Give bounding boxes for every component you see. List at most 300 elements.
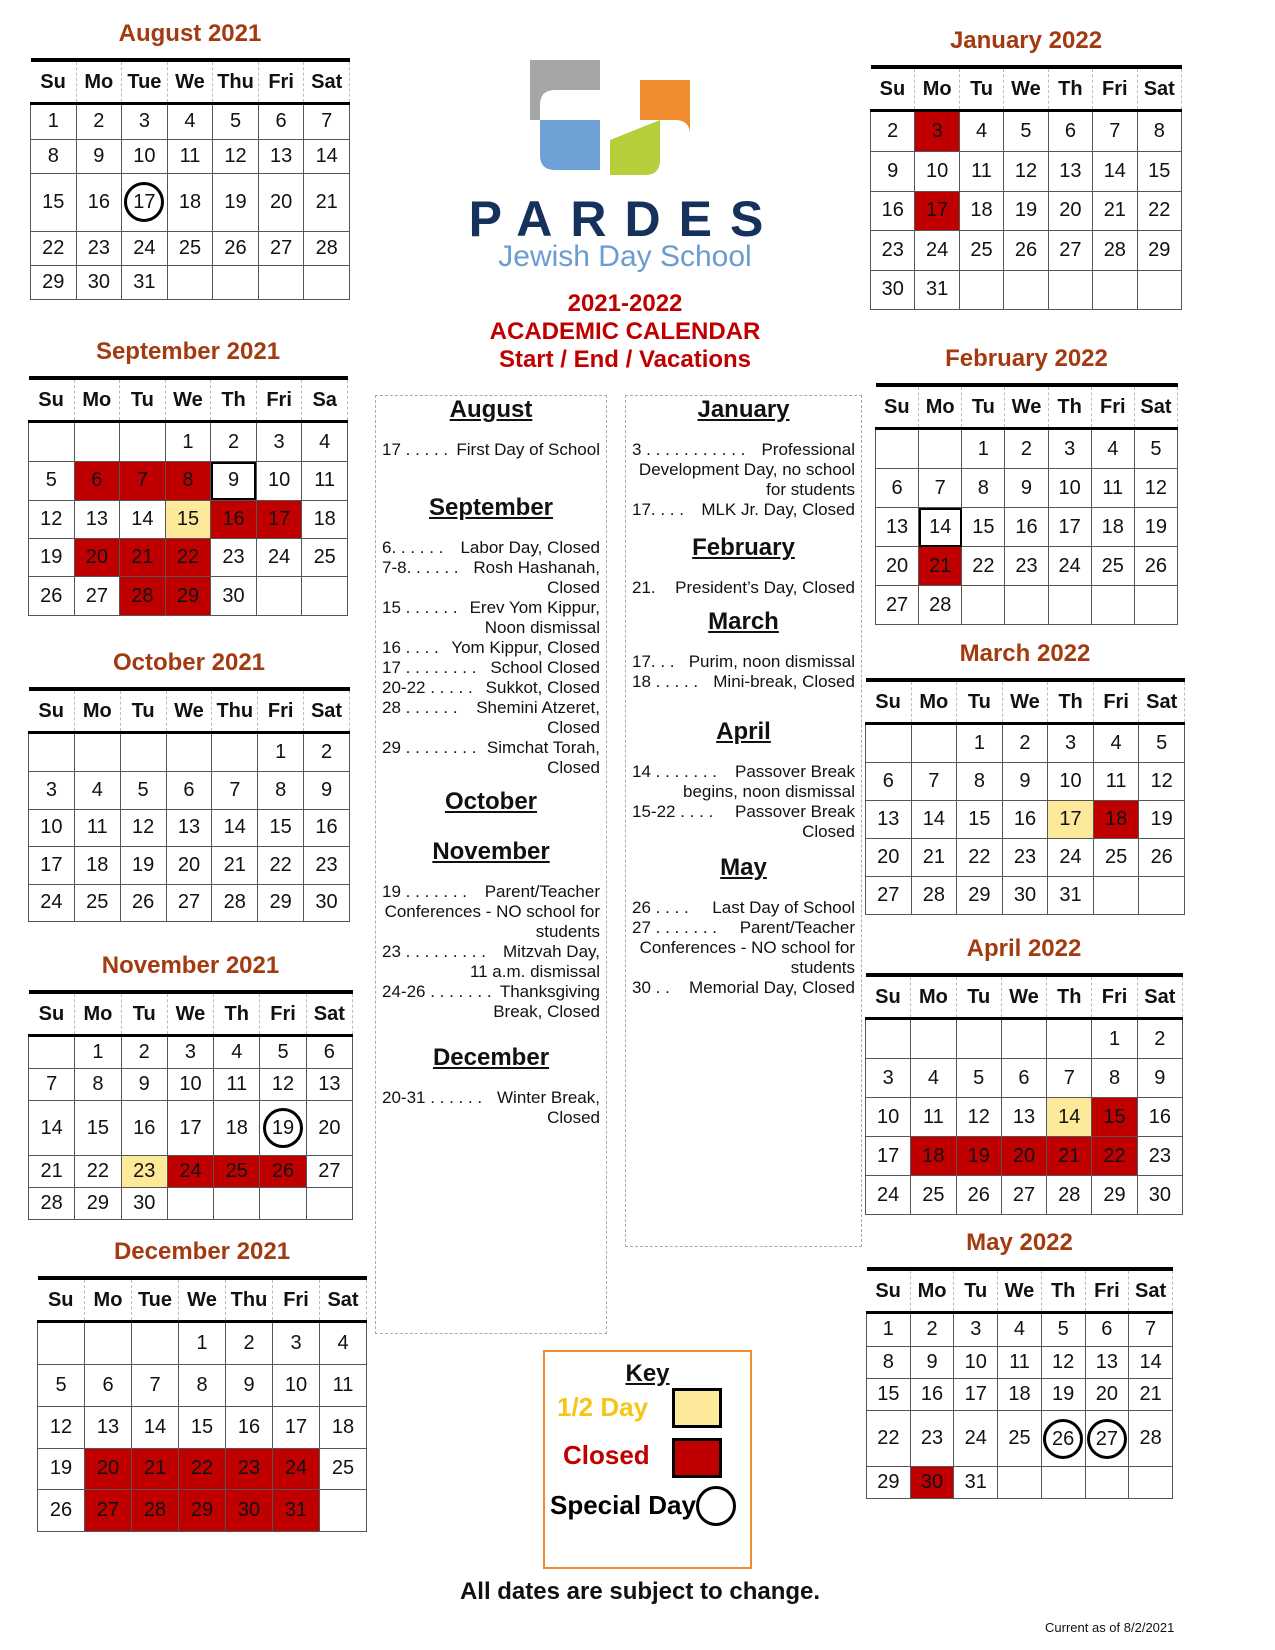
weekday-header: Tue bbox=[132, 1278, 179, 1322]
day-number: 25 bbox=[922, 1183, 945, 1206]
day-number: 13 bbox=[877, 808, 900, 831]
day-number: 3 bbox=[138, 110, 150, 133]
event-date: 6. . . . . . bbox=[382, 538, 444, 557]
day-cell bbox=[866, 877, 912, 915]
event-date: 18 . . . . . bbox=[632, 672, 699, 691]
event-month-heading: March bbox=[708, 608, 779, 635]
day-cell bbox=[31, 139, 77, 173]
weekday-header: Mo bbox=[74, 689, 120, 733]
event-date: 14 . . . . . . . bbox=[632, 762, 718, 781]
day-cell bbox=[1091, 508, 1134, 547]
day-number: 30 bbox=[222, 584, 245, 607]
day-number: 19 bbox=[263, 1108, 303, 1148]
day-number: 11 bbox=[332, 1374, 354, 1397]
calendar-grid bbox=[28, 687, 350, 922]
day-cell bbox=[121, 1036, 167, 1069]
event-date: 16 . . . . bbox=[382, 638, 439, 657]
calendar-grid bbox=[865, 678, 1185, 915]
day-number: 2 bbox=[320, 741, 333, 764]
day-cell bbox=[302, 500, 348, 538]
weekday-header: We bbox=[167, 992, 213, 1036]
event-date: 28 . . . . . . bbox=[382, 698, 458, 717]
day-number: 12 bbox=[967, 1105, 990, 1128]
month-september-2021 bbox=[28, 338, 348, 616]
day-number: 22 bbox=[1148, 199, 1171, 222]
day-cell bbox=[226, 1407, 273, 1449]
day-number: 2 bbox=[1154, 1027, 1166, 1050]
day-number: 8 bbox=[182, 469, 194, 492]
event-date: 23 . . . . . . . . . bbox=[382, 942, 486, 961]
day-cell bbox=[304, 173, 350, 231]
weekday-header: Th bbox=[1048, 385, 1091, 429]
day-cell bbox=[120, 577, 166, 616]
day-number: 5 bbox=[1156, 732, 1168, 755]
month-title: April 2022 bbox=[966, 935, 1082, 962]
day-cell bbox=[75, 1069, 121, 1101]
weekday-header: Su bbox=[866, 975, 911, 1019]
day-cell bbox=[258, 847, 304, 884]
event-text: Purim, noon dismissal bbox=[688, 652, 855, 671]
weekday-header: Th bbox=[1048, 680, 1094, 724]
day-number: 31 bbox=[133, 270, 156, 293]
day-number: 4 bbox=[1013, 1318, 1026, 1341]
day-number: 23 bbox=[222, 546, 245, 569]
day-number: 14 bbox=[143, 1415, 167, 1438]
weekday-header: Tu bbox=[120, 378, 166, 422]
day-cell bbox=[1005, 469, 1048, 508]
day-cell bbox=[867, 1379, 911, 1411]
day-cell bbox=[1001, 1176, 1046, 1215]
event-text: Mini-break, Closed bbox=[713, 672, 855, 691]
empty-cell bbox=[302, 577, 348, 616]
day-cell bbox=[258, 772, 304, 809]
day-number: 18 bbox=[331, 1415, 355, 1438]
day-number: 21 bbox=[1058, 1144, 1081, 1167]
event-item bbox=[632, 978, 855, 998]
day-number: 11 bbox=[1009, 1350, 1030, 1373]
day-number: 3 bbox=[970, 1318, 982, 1341]
day-number: 17 bbox=[1058, 515, 1081, 538]
day-cell bbox=[29, 500, 75, 538]
day-number: 10 bbox=[179, 1073, 202, 1096]
event-text: Passover Break begins, noon dismissal bbox=[683, 762, 855, 801]
empty-cell bbox=[256, 577, 302, 616]
day-cell bbox=[304, 847, 350, 884]
day-number: 28 bbox=[922, 884, 945, 907]
day-cell bbox=[1001, 1098, 1046, 1137]
day-cell bbox=[226, 1490, 273, 1532]
day-number: 27 bbox=[877, 884, 900, 907]
day-cell bbox=[165, 422, 211, 462]
event-text: Memorial Day, Closed bbox=[689, 978, 855, 997]
weekday-header: Fri bbox=[258, 60, 304, 104]
day-number: 18 bbox=[225, 1116, 248, 1139]
weekday-header: Fri bbox=[258, 689, 304, 733]
day-cell bbox=[122, 104, 168, 140]
day-cell bbox=[258, 104, 304, 140]
day-number: 22 bbox=[968, 846, 991, 869]
day-number: 23 bbox=[920, 1427, 944, 1449]
day-cell bbox=[1048, 724, 1094, 763]
day-cell bbox=[306, 1069, 352, 1101]
weekday-header: Sat bbox=[306, 992, 352, 1036]
day-number: 30 bbox=[920, 1470, 944, 1493]
day-cell bbox=[211, 500, 257, 538]
weekday-header: Mo bbox=[911, 975, 956, 1019]
day-number: 6 bbox=[1101, 1318, 1113, 1341]
day-number: 7 bbox=[1145, 1318, 1157, 1341]
day-number: 23 bbox=[133, 1159, 156, 1182]
day-number: 18 bbox=[86, 853, 109, 876]
empty-cell bbox=[1004, 270, 1048, 309]
month-february-2022 bbox=[875, 345, 1178, 625]
day-cell bbox=[866, 801, 912, 839]
day-cell bbox=[260, 1069, 306, 1101]
day-cell bbox=[1092, 1098, 1137, 1137]
day-cell bbox=[120, 462, 166, 500]
day-number: 16 bbox=[237, 1415, 261, 1438]
day-cell bbox=[75, 1155, 121, 1187]
day-number: 29 bbox=[1103, 1183, 1126, 1206]
day-number: 7 bbox=[934, 476, 946, 499]
day-number: 13 bbox=[1059, 159, 1082, 182]
day-cell bbox=[29, 1187, 75, 1219]
day-number: 9 bbox=[1154, 1066, 1166, 1089]
day-cell bbox=[31, 231, 77, 265]
event-text: Yom Kippur, Closed bbox=[451, 638, 600, 657]
weekday-header: We bbox=[166, 689, 212, 733]
event-item bbox=[632, 500, 855, 520]
day-number: 12 bbox=[1144, 476, 1168, 499]
day-cell bbox=[258, 231, 304, 265]
weekday-header: Sat bbox=[1137, 975, 1182, 1019]
day-cell bbox=[1092, 1019, 1137, 1059]
day-cell bbox=[957, 877, 1003, 915]
empty-cell bbox=[998, 1466, 1042, 1498]
day-cell bbox=[867, 1466, 911, 1498]
weekday-header: We bbox=[1001, 975, 1046, 1019]
day-cell bbox=[165, 500, 211, 538]
event-item bbox=[382, 678, 600, 698]
day-cell bbox=[258, 139, 304, 173]
day-number: 19 bbox=[1144, 515, 1168, 538]
event-text: Parent/Teacher Conferences - NO school for students bbox=[639, 918, 855, 977]
day-number: 7 bbox=[1063, 1066, 1075, 1089]
event-date: 26 . . . . bbox=[632, 898, 689, 917]
day-cell bbox=[998, 1313, 1042, 1347]
day-cell bbox=[871, 152, 915, 191]
event-text: President’s Day, Closed bbox=[675, 578, 855, 597]
day-cell bbox=[962, 429, 1005, 469]
empty-cell bbox=[1129, 1466, 1173, 1498]
day-cell bbox=[167, 1155, 213, 1187]
event-item bbox=[632, 672, 855, 692]
day-cell bbox=[74, 772, 120, 809]
empty-cell bbox=[167, 265, 213, 299]
day-number: 8 bbox=[275, 778, 287, 801]
day-cell bbox=[1134, 547, 1177, 586]
day-number: 17 bbox=[926, 199, 949, 222]
day-cell bbox=[957, 763, 1003, 801]
event-text: Rosh Hashanah, Closed bbox=[473, 558, 600, 597]
day-cell bbox=[1048, 191, 1092, 230]
day-number: 7 bbox=[136, 469, 148, 492]
empty-cell bbox=[866, 724, 912, 763]
weekday-header: Fri bbox=[1085, 1269, 1129, 1313]
day-number: 12 bbox=[271, 1073, 295, 1096]
day-number: 17 bbox=[964, 1383, 987, 1406]
day-number: 25 bbox=[178, 236, 202, 259]
day-number: 3 bbox=[1064, 437, 1076, 460]
empty-cell bbox=[120, 733, 166, 772]
day-number: 10 bbox=[877, 1105, 900, 1128]
day-cell bbox=[122, 173, 168, 231]
day-number: 8 bbox=[92, 1073, 104, 1096]
month-november-2021 bbox=[28, 952, 353, 1220]
empty-cell bbox=[1048, 270, 1092, 309]
day-cell bbox=[1085, 1411, 1129, 1466]
day-cell bbox=[1137, 231, 1181, 270]
calendar-grid bbox=[875, 383, 1178, 625]
day-number: 22 bbox=[972, 554, 995, 577]
day-number: 26 bbox=[1150, 846, 1173, 869]
day-number: 26 bbox=[1014, 238, 1038, 261]
day-number: 24 bbox=[267, 546, 291, 569]
event-text: Mitzvah Day, 11 a.m. dismissal bbox=[469, 942, 600, 981]
calendar-grid bbox=[30, 58, 350, 300]
weekday-header: Fri bbox=[1093, 680, 1139, 724]
day-cell bbox=[1005, 547, 1048, 586]
day-number: 15 bbox=[190, 1415, 214, 1438]
weekday-header: Th bbox=[214, 992, 260, 1036]
day-number: 8 bbox=[973, 770, 985, 793]
day-number: 25 bbox=[86, 891, 109, 914]
day-number: 14 bbox=[1139, 1350, 1162, 1373]
day-number: 31 bbox=[1059, 884, 1082, 907]
weekday-header: Mo bbox=[85, 1278, 132, 1322]
weekday-header: Sat bbox=[1134, 385, 1177, 429]
day-cell bbox=[304, 733, 350, 772]
day-number: 9 bbox=[320, 778, 333, 801]
day-number: 1 bbox=[47, 110, 59, 133]
day-cell bbox=[273, 1322, 320, 1365]
day-number: 5 bbox=[137, 778, 149, 801]
day-cell bbox=[1092, 1059, 1137, 1098]
day-number: 26 bbox=[40, 584, 63, 607]
day-cell bbox=[120, 772, 166, 809]
event-month-heading: February bbox=[692, 534, 795, 561]
day-cell bbox=[74, 539, 120, 577]
day-number: 22 bbox=[877, 1427, 900, 1449]
day-number: 20 bbox=[1059, 199, 1082, 222]
weekday-header: Sat bbox=[304, 689, 350, 733]
day-number: 26 bbox=[1043, 1419, 1083, 1459]
day-cell bbox=[915, 111, 959, 152]
day-number: 5 bbox=[1150, 437, 1162, 460]
event-item bbox=[632, 762, 855, 802]
event-month-heading: May bbox=[720, 854, 767, 881]
day-cell bbox=[1002, 724, 1048, 763]
day-number: 15 bbox=[877, 1383, 900, 1406]
day-number: 18 bbox=[1104, 808, 1128, 831]
event-item bbox=[632, 918, 855, 978]
day-cell bbox=[74, 809, 120, 846]
day-cell bbox=[959, 111, 1003, 152]
day-cell bbox=[167, 104, 213, 140]
disclaimer: All dates are subject to change. bbox=[459, 1578, 821, 1605]
event-month-heading: April bbox=[716, 718, 771, 745]
day-cell bbox=[1085, 1346, 1129, 1378]
day-number: 28 bbox=[1058, 1183, 1081, 1206]
weekday-header: Fri bbox=[273, 1278, 320, 1322]
weekday-header: Su bbox=[866, 680, 912, 724]
day-cell bbox=[915, 231, 959, 270]
day-cell bbox=[306, 1036, 352, 1069]
month-title: September 2021 bbox=[95, 338, 281, 365]
day-number: 7 bbox=[928, 770, 940, 793]
day-number: 4 bbox=[337, 1332, 349, 1355]
weekday-header: Tu bbox=[962, 385, 1005, 429]
day-cell bbox=[304, 139, 350, 173]
month-march-2022 bbox=[865, 640, 1185, 915]
day-cell bbox=[76, 104, 122, 140]
day-number: 6 bbox=[891, 476, 903, 499]
weekday-header: Sat bbox=[320, 1278, 367, 1322]
day-number: 1 bbox=[1108, 1027, 1121, 1050]
empty-cell bbox=[1047, 1019, 1092, 1059]
day-number: 31 bbox=[964, 1470, 987, 1493]
empty-cell bbox=[166, 733, 212, 772]
event-text: School Closed bbox=[490, 658, 600, 677]
day-cell bbox=[866, 839, 912, 877]
day-cell bbox=[31, 265, 77, 299]
event-date: 30 . . bbox=[632, 978, 670, 997]
day-cell bbox=[76, 139, 122, 173]
day-number: 15 bbox=[968, 808, 991, 831]
empty-cell bbox=[38, 1322, 85, 1365]
event-item bbox=[632, 802, 855, 842]
weekday-header: Mo bbox=[910, 1269, 954, 1313]
month-december-2021 bbox=[37, 1238, 367, 1532]
day-number: 11 bbox=[314, 469, 336, 492]
weekday-header: Sat bbox=[304, 60, 350, 104]
events-column-right bbox=[625, 395, 862, 1247]
event-date: 20-22 . . . . . bbox=[382, 678, 473, 697]
event-item bbox=[382, 1088, 600, 1128]
weekday-header: Su bbox=[31, 60, 77, 104]
day-number: 8 bbox=[196, 1374, 208, 1397]
day-number: 1 bbox=[977, 437, 989, 460]
day-cell bbox=[226, 1448, 273, 1490]
day-number: 10 bbox=[284, 1374, 308, 1397]
day-number: 13 bbox=[96, 1415, 120, 1438]
calendar-year: 2021-2022 bbox=[567, 290, 683, 317]
day-number: 24 bbox=[133, 236, 156, 259]
day-cell bbox=[166, 772, 212, 809]
event-date: 17. . . bbox=[632, 652, 675, 671]
day-number: 22 bbox=[269, 853, 292, 876]
day-number: 22 bbox=[42, 236, 65, 259]
day-number: 18 bbox=[178, 190, 202, 213]
event-text: Professional Development Day, no school for students bbox=[638, 440, 855, 499]
month-title: March 2022 bbox=[959, 640, 1091, 667]
month-may-2022 bbox=[866, 1229, 1173, 1499]
day-number: 13 bbox=[885, 515, 909, 538]
empty-cell bbox=[962, 586, 1005, 625]
empty-cell bbox=[120, 422, 166, 462]
month-title: November 2021 bbox=[101, 952, 280, 979]
weekday-header: Sa bbox=[302, 378, 348, 422]
day-number: 26 bbox=[271, 1159, 295, 1182]
day-cell bbox=[1048, 231, 1092, 270]
weekday-header: Thu bbox=[213, 60, 259, 104]
day-cell bbox=[213, 139, 259, 173]
weekday-header: Mo bbox=[915, 67, 959, 111]
weekday-header: Fri bbox=[1092, 975, 1137, 1019]
day-number: 14 bbox=[40, 1116, 63, 1139]
day-number: 27 bbox=[1012, 1183, 1036, 1206]
calendar-grid bbox=[28, 990, 353, 1220]
day-number: 5 bbox=[1057, 1318, 1069, 1341]
day-number: 16 bbox=[1015, 515, 1038, 538]
school-subtitle: Jewish Day School bbox=[498, 240, 752, 273]
empty-cell bbox=[1093, 270, 1137, 309]
day-number: 11 bbox=[179, 144, 201, 167]
day-cell bbox=[1041, 1346, 1085, 1378]
day-number: 27 bbox=[318, 1159, 341, 1182]
day-number: 26 bbox=[1144, 554, 1168, 577]
day-cell bbox=[1093, 763, 1139, 801]
day-cell bbox=[132, 1448, 179, 1490]
day-number: 23 bbox=[881, 238, 904, 261]
event-month-heading: January bbox=[697, 396, 790, 423]
current-date: Current as of 8/2/2021 bbox=[1045, 1620, 1175, 1635]
key-title: Key bbox=[625, 1360, 670, 1387]
day-cell bbox=[38, 1407, 85, 1449]
day-cell bbox=[258, 809, 304, 846]
day-cell bbox=[1001, 1137, 1046, 1176]
empty-cell bbox=[1048, 586, 1091, 625]
day-number: 29 bbox=[1148, 238, 1171, 261]
day-number: 16 bbox=[87, 190, 110, 213]
day-cell bbox=[957, 724, 1003, 763]
day-cell bbox=[273, 1448, 320, 1490]
event-item bbox=[632, 898, 855, 918]
empty-cell bbox=[866, 1019, 911, 1059]
day-cell bbox=[1134, 469, 1177, 508]
weekday-header: Mo bbox=[75, 992, 121, 1036]
day-cell bbox=[320, 1322, 367, 1365]
day-number: 28 bbox=[143, 1499, 167, 1522]
event-item bbox=[382, 982, 600, 1022]
day-number: 16 bbox=[222, 507, 245, 530]
day-number: 9 bbox=[1019, 770, 1031, 793]
day-cell bbox=[1041, 1313, 1085, 1347]
day-number: 21 bbox=[131, 546, 154, 569]
day-cell bbox=[256, 422, 302, 462]
empty-cell bbox=[85, 1322, 132, 1365]
event-date: 3 . . . . . . . . . . . bbox=[632, 440, 746, 459]
day-cell bbox=[1048, 877, 1094, 915]
day-number: 6 bbox=[1018, 1066, 1030, 1089]
day-number: 10 bbox=[40, 816, 63, 839]
weekday-header: Fri bbox=[260, 992, 306, 1036]
day-cell bbox=[260, 1155, 306, 1187]
calendar-title: ACADEMIC CALENDAR bbox=[489, 318, 761, 345]
weekday-header: Su bbox=[876, 385, 919, 429]
day-number: 27 bbox=[885, 593, 909, 616]
key-closed-swatch bbox=[672, 1438, 722, 1478]
